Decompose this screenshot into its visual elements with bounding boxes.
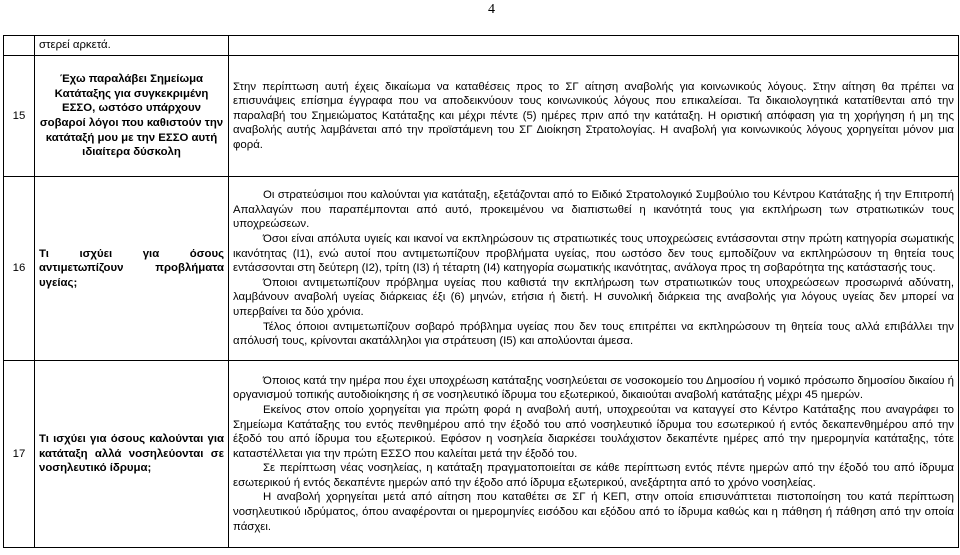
answer-paragraph: Τέλος όποιοι αντιμετωπίζουν σοβαρό πρόβλημα υγείας που δεν τους επιτρέπει να εκπληρώσουν τη θητεία τους αλλά επιβάλλει την απόλυσή τους, κρίνονται ακατάλληλοι για στράτευση (Ι5) και απολύονται άμεσα. xyxy=(233,320,954,348)
table-row xyxy=(4,56,959,177)
question-cell: Τι ισχύει για όσους καλούνται για κατάταξη αλλά νοσηλεύονται σε νοσηλευτικό ίδρυμα; xyxy=(35,361,229,548)
row-number xyxy=(4,36,35,56)
answer-cell: Στην περίπτωση αυτή έχεις δικαίωμα να καταθέσεις προς το ΣΓ αίτηση αναβολής για κοινωνικούς λόγους. Στην αίτηση θα πρέπει να επισυνάψεις επίσημα έγγραφα που να αποδεικνύουν τους κοινωνικούς λόγους που επικαλείσαι. Τα δικαιολογητικά κατατίθενται από την παραλαβή του Σημειώματος Κατάταξης και μέχρι πέντε (5) ημέρες πριν από την κατάταξη. Η οριστική απόφαση για τη χορήγηση ή μη της αναβολής αυτής λαμβάνεται από την προϊστάμενη του ΣΓ Διοίκηση Στρατολογίας. Η αναβολή για κοινωνικούς λόγους χορηγείται μόνον μια φορά. xyxy=(229,56,959,177)
table-row xyxy=(4,361,959,548)
answer-cell xyxy=(229,177,959,361)
answer-paragraph: Εκείνος στον οποίο χορηγείται για πρώτη φορά η αναβολή αυτή, υποχρεούται να καταγγεί στο Κέντρο Κατάταξης που αναγράφει το Σημείωμα Κατάταξης του εντός πενθημέρου από την έξοδό του από νοσηλευτικό ίδρυμα του εσωτερικού ή εντός δεκαπενθημέρου από την έξοδό του από ίδρυμα του εξωτερικού. Εφόσον η νοσηλεία διαρκέσει τουλάχιστον δεκαπέντε ημέρες από την ημερομηνία κατάταξης, τότε καταστέλλεται για την πρώτη ΕΣΣΟ που καλείται μετά την έξοδό του. xyxy=(233,403,954,460)
answer-paragraph: Όσοι είναι απόλυτα υγιείς και ικανοί να εκπληρώσουν τις στρατιωτικές τους υποχρεώσεις εντάσσονται στην πρώτη κατηγορία σωματικής ικανότητας (Ι1), ενώ αυτοί που αντιμετωπίζουν προβλήματα υγείας, που ωστόσο δεν τους εμποδίζουν να εκπληρώσουν τη θητεία τους εντάσσονται στη δεύτερη (Ι2), τρίτη (Ι3) ή τέταρτη (Ι4) κατηγορία σωματικής ικανότητας, ανάλογα προς τη σοβαρότητα της κατάστασής τους. xyxy=(233,233,954,275)
row-number: 15 xyxy=(4,56,35,177)
question-cell: Τι ισχύει για όσους αντιμετωπίζουν προβλήματα υγείας; xyxy=(35,177,229,361)
page-number: 4 xyxy=(488,2,495,17)
row-number: 17 xyxy=(4,361,35,548)
faq-table xyxy=(3,35,959,548)
question-cell: Έχω παραλάβει Σημείωμα Κατάταξης για συγκεκριμένη ΕΣΣΟ, ωστόσο υπάρχουν σοβαροί λόγοι που καθιστούν την κατάταξή μου με την ΕΣΣΟ αυτή ιδιαίτερα δύσκολη xyxy=(35,56,229,177)
table-row xyxy=(4,36,959,56)
row-number: 16 xyxy=(4,177,35,361)
answer-cell xyxy=(229,36,959,56)
question-cell: στερεί αρκετά. xyxy=(35,36,229,56)
answer-paragraph: Η αναβολή χορηγείται μετά από αίτηση που καταθέτει σε ΣΓ ή ΚΕΠ, στην οποία επισυνάπτεται πιστοποίηση του κατά περίπτωση νοσηλευτικού ιδρύματος, όπου αναφέρονται οι ημερομηνίες εισόδου και εξόδου από το ίδρυμα καθώς και η πάθηση ή πάθηση από την οποία πάσχει. xyxy=(233,491,954,533)
answer-cell xyxy=(229,361,959,548)
answer-paragraph: Οι στρατεύσιμοι που καλούνται για κατάταξη, εξετάζονται από το Ειδικό Στρατολογικό Συμβούλιο του Κέντρου Κατάταξης ή την Επιτροπή Απαλλαγών που παραπέμπονται από αυτό, προκειμένου να διαπιστωθεί η ικανότητά τους για εκπλήρωση των στρατιωτικών τους υποχρεώσεων. xyxy=(233,189,954,231)
table-row xyxy=(4,177,959,361)
answer-paragraph: Όποιος κατά την ημέρα που έχει υποχρέωση κατάταξης νοσηλεύεται σε νοσοκομείο του Δημοσίου ή νομικό πρόσωπο δημοσίου δικαίου ή οργανισμού τοπικής αυτοδιοίκησης ή σε νοσηλευτικό ίδρυμα του εξωτερικού, δικαιούται αναβολή κατάταξης μέχρι 45 ημερών. xyxy=(233,374,954,402)
answer-paragraph: Σε περίπτωση νέας νοσηλείας, η κατάταξη πραγματοποιείται σε κάθε περίπτωση εντός πέντε ημερών από την έξοδό του από ίδρυμα εσωτερικού ή εντός δεκαπέντε ημερών από την έξοδο από ίδρυμα εξωτερικού, ανεξάρτητα από το χρόνο νοσηλείας. xyxy=(233,462,954,489)
answer-paragraph: Όποιοι αντιμετωπίζουν πρόβλημα υγείας που καθιστά την εκπλήρωση των στρατιωτικών τους υποχρεώσεων προσωρινά αδύνατη, λαμβάνουν αναβολή υγείας διάρκειας έξι (6) μηνών, ετήσια ή διετή. Η συνολική διάρκεια της αναβολής για λόγους υγείας δεν μπορεί να υπερβαίνει τα δύο χρόνια. xyxy=(233,276,954,318)
